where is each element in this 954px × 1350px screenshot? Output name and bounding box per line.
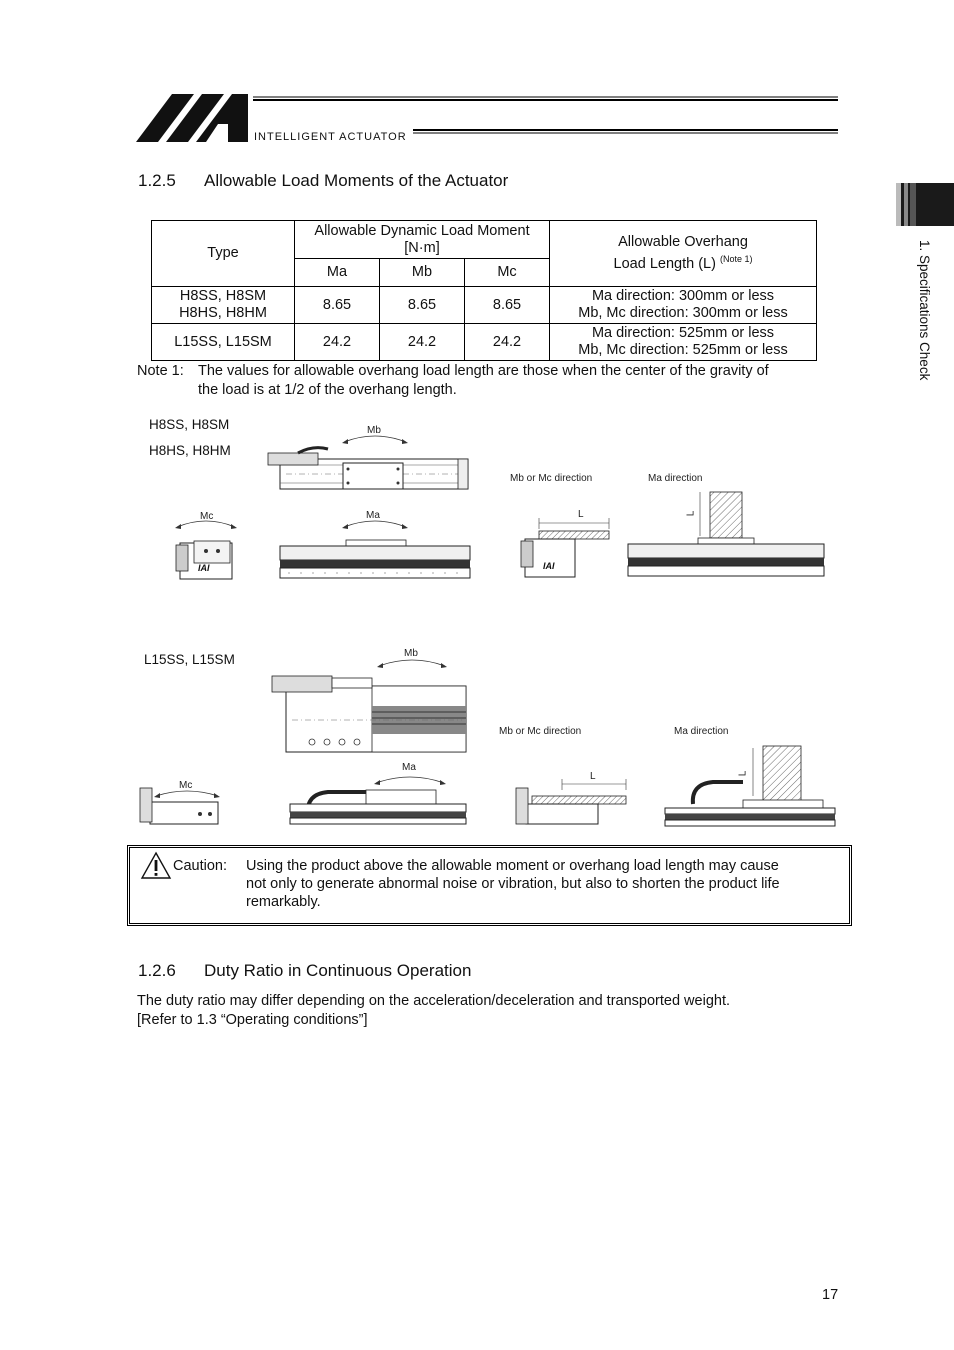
moment-header-line2: [N·m] bbox=[404, 239, 440, 256]
l15-ma-label: Ma bbox=[402, 762, 416, 773]
l15-side-view-drawing bbox=[288, 784, 468, 828]
row-ma: 8.65 bbox=[295, 287, 380, 324]
section-126-number: 1.2.6 bbox=[138, 961, 176, 980]
row-ma: 24.2 bbox=[295, 324, 380, 361]
overhang-header-line1: Allowable Overhang bbox=[618, 234, 748, 251]
row-overhang-line2: Mb, Mc direction: 525mm or less bbox=[578, 342, 788, 358]
row-mb: 24.2 bbox=[380, 324, 465, 361]
note-1-line2: the load is at 1/2 of the overhang length. bbox=[198, 382, 457, 398]
page-number: 17 bbox=[822, 1287, 839, 1303]
h8-end-view-drawing bbox=[176, 537, 238, 581]
row-type-line2: H8HS, H8HM bbox=[179, 305, 267, 321]
note-1-label: Note 1: bbox=[137, 363, 184, 379]
mb-label: Mb bbox=[367, 425, 381, 436]
overhang-header-line2-wrap bbox=[554, 251, 812, 273]
iai-logo-icon bbox=[136, 94, 251, 142]
mb-mc-direction-label-l15: Mb or Mc direction bbox=[499, 726, 582, 737]
ma-direction-label-l15: Ma direction bbox=[674, 726, 729, 737]
logo-text: INTELLIGENT ACTUATOR bbox=[254, 131, 407, 143]
section-126-heading bbox=[138, 961, 471, 981]
h8-overhang-ma-drawing bbox=[626, 488, 826, 580]
caution-line3: remarkably. bbox=[246, 894, 321, 910]
l15-mc-label: Mc bbox=[179, 780, 193, 791]
col-ma-header: Ma bbox=[295, 259, 380, 287]
caution-line1: Using the product above the allowable moment or overhang load length may cause bbox=[246, 858, 779, 874]
note-1 bbox=[137, 362, 841, 400]
l-label-l15-mbmc: L bbox=[590, 771, 596, 782]
svg-text:IAI: IAI bbox=[543, 561, 555, 571]
side-tab-label: 1. Specifications Check bbox=[917, 240, 932, 381]
l15-overhang-ma-drawing bbox=[663, 744, 837, 828]
duty-text bbox=[137, 992, 730, 1030]
header-rule bbox=[253, 96, 839, 136]
col-mc-header: Mc bbox=[465, 259, 550, 287]
note-1-line1: The values for allowable overhang load length are those when the center of the gravity of bbox=[198, 363, 769, 379]
side-tab-marker bbox=[896, 183, 954, 226]
type-header: Type bbox=[152, 221, 295, 287]
row-mc: 24.2 bbox=[465, 324, 550, 361]
ma-label: Ma bbox=[366, 510, 380, 521]
mb-mc-direction-label-h8: Mb or Mc direction bbox=[510, 473, 593, 484]
l15-ma-arc-arrow-icon bbox=[372, 771, 448, 785]
svg-text:IAI: IAI bbox=[198, 563, 210, 573]
row-overhang bbox=[550, 287, 817, 324]
caution-text bbox=[246, 857, 840, 911]
h8-side-view-drawing bbox=[278, 540, 472, 580]
load-moment-table bbox=[151, 220, 817, 361]
l-label-l15-ma: L bbox=[737, 770, 749, 777]
row-type: L15SS, L15SM bbox=[152, 324, 295, 361]
overhang-header bbox=[550, 221, 817, 287]
h8-overhang-mbmc-drawing bbox=[519, 515, 614, 581]
row-overhang bbox=[550, 324, 817, 361]
row-overhang-line2: Mb, Mc direction: 300mm or less bbox=[578, 305, 788, 321]
duty-line1: The duty ratio may differ depending on the acceleration/deceleration and transported weight. bbox=[137, 993, 730, 1009]
moment-header bbox=[295, 221, 550, 259]
l-label-h8-ma: L bbox=[685, 510, 697, 517]
l-label-h8-mbmc: L bbox=[578, 509, 584, 520]
l15-mb-label: Mb bbox=[404, 648, 418, 659]
table-row bbox=[152, 324, 817, 361]
section-125-number: 1.2.5 bbox=[138, 171, 176, 190]
overhang-note-ref: (Note 1) bbox=[719, 254, 753, 265]
h8-top-view-drawing bbox=[268, 445, 473, 495]
l15-label: L15SS, L15SM bbox=[144, 652, 235, 667]
col-mb-header: Mb bbox=[380, 259, 465, 287]
row-type bbox=[152, 287, 295, 324]
ma-direction-label-h8: Ma direction bbox=[648, 473, 703, 484]
section-125-heading bbox=[138, 171, 508, 191]
l15-end-view-drawing bbox=[138, 786, 222, 828]
caution-label: Caution: bbox=[173, 858, 228, 874]
h8-label-1: H8SS, H8SM bbox=[149, 417, 230, 432]
overhang-header-line2: Load Length (L) bbox=[613, 255, 716, 272]
l15-overhang-mbmc-drawing bbox=[512, 776, 630, 828]
caution-line2: not only to generate abnormal noise or vibration, but also to shorten the product life bbox=[246, 876, 780, 892]
moment-header-line1: Allowable Dynamic Load Moment bbox=[314, 222, 530, 239]
l15-top-view-drawing bbox=[272, 670, 470, 756]
warning-triangle-icon bbox=[141, 852, 171, 879]
mc-label: Mc bbox=[200, 511, 214, 522]
duty-line2: [Refer to 1.3 “Operating conditions”] bbox=[137, 1012, 368, 1028]
section-125-title: Allowable Load Moments of the Actuator bbox=[204, 171, 509, 190]
row-mc: 8.65 bbox=[465, 287, 550, 324]
row-type-line1: H8SS, H8SM bbox=[179, 288, 267, 304]
h8-label-2: H8HS, H8HM bbox=[149, 443, 231, 458]
table-row bbox=[152, 287, 817, 324]
row-mb: 8.65 bbox=[380, 287, 465, 324]
section-126-title: Duty Ratio in Continuous Operation bbox=[204, 961, 472, 980]
row-overhang-line1: Ma direction: 525mm or less bbox=[591, 325, 775, 341]
row-overhang-line1: Ma direction: 300mm or less bbox=[591, 288, 775, 304]
